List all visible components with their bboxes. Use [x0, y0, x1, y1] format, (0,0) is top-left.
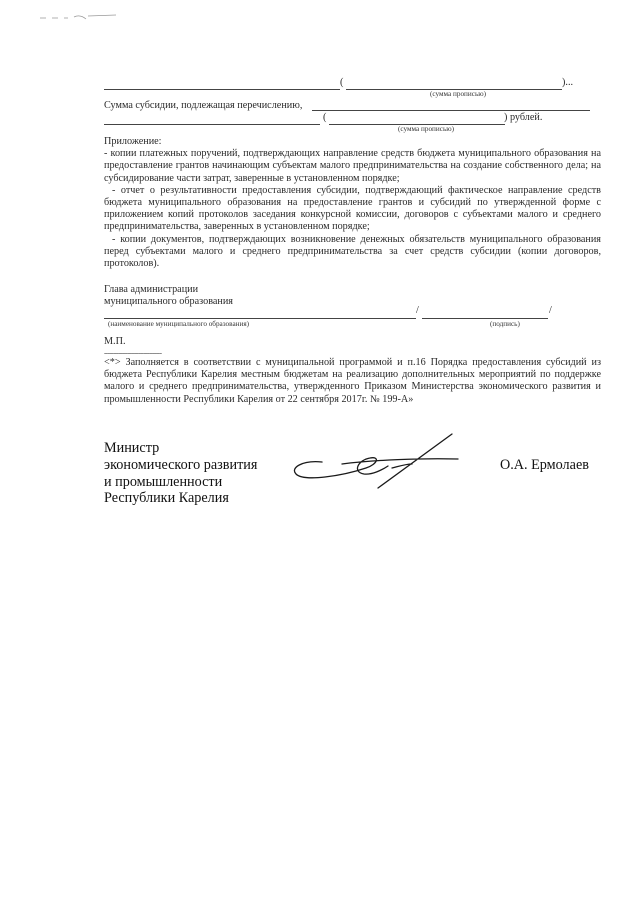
slash-1: / [416, 305, 419, 316]
appendix-heading: Приложение: [104, 136, 162, 147]
minister-title-line-4: Республики Карелия [104, 490, 229, 507]
sum-line-1 [104, 89, 340, 90]
sum-open-paren-2: ( [323, 112, 327, 123]
appendix-item-2: - отчет о результативности предоставления субсидии, подтверждающий фактическое направление средств бюджета муниципального образования на предоставление грантов и субсидий по утвержденной форме с приложением копий протоколов заседания конкурсной комиссии, договоров с субъектами малого и среднего предпринимательства, заверенных в установленном порядке; [104, 184, 601, 233]
sum-close-1: )... [562, 77, 574, 88]
handwritten-signature [282, 426, 482, 496]
head-title-line-1: Глава администрации [104, 284, 199, 295]
caption-signature: (подпись) [490, 320, 520, 328]
footnote-text: <*> Заполняется в соответствии с муниципальной программой и п.16 Порядка предоставления субсидий из бюджета Республики Карелия местным бюджетам на реализацию дополнительных мероприятий по поддержке малого и среднего предпринимательства, утвержденного Приказом Министерства экономического развития и промышленности Республики Карелия от 22 сентября 2017г. № 199-А» [104, 357, 601, 405]
minister-title-line-3: и промышленности [104, 473, 223, 490]
signature-line [422, 318, 548, 319]
appendix [104, 136, 601, 270]
minister-title-line-2: экономического развития [104, 456, 258, 473]
slash-2: / [549, 305, 552, 316]
seal-mark: М.П. [104, 336, 126, 347]
footnote [104, 357, 601, 406]
subsidy-amount-line [312, 110, 590, 111]
sum-caption-2: (сумма прописью) [398, 125, 454, 133]
sum-caption-1: (сумма прописью) [430, 90, 486, 98]
sum-line-2 [104, 124, 320, 125]
minister-name: О.А. Ермолаев [500, 457, 589, 473]
municipality-name-line [104, 318, 416, 319]
sum-open-paren-1: ( [340, 77, 344, 88]
caption-municipality: (наименование муниципального образования) [108, 320, 250, 328]
appendix-item-1: - копии платежных поручений, подтверждающих направление средств бюджета муниципального образования на предоставление грантов начинающим субъектам малого предпринимательства на создание собственного дела; на субсидирование части затрат, заверенные в установленном порядке; [104, 148, 601, 184]
appendix-item-3: - копии документов, подтверждающих возникновение денежных обязательств муниципального образования перед субъектами малого и среднего предпринимательства за счет средств субсидии (копии договоров, протоколов). [104, 233, 601, 270]
scan-mark [38, 10, 118, 24]
minister-title [104, 440, 257, 507]
subsidy-label: Сумма субсидии, подлежащая перечислению, [104, 100, 303, 111]
minister-title-line-1: Министр [104, 440, 160, 456]
head-title-line-2: муниципального образования [104, 296, 233, 307]
footnote-separator: -------------------------------- [104, 349, 162, 357]
sum-close-2: ) рублей. [504, 112, 543, 123]
